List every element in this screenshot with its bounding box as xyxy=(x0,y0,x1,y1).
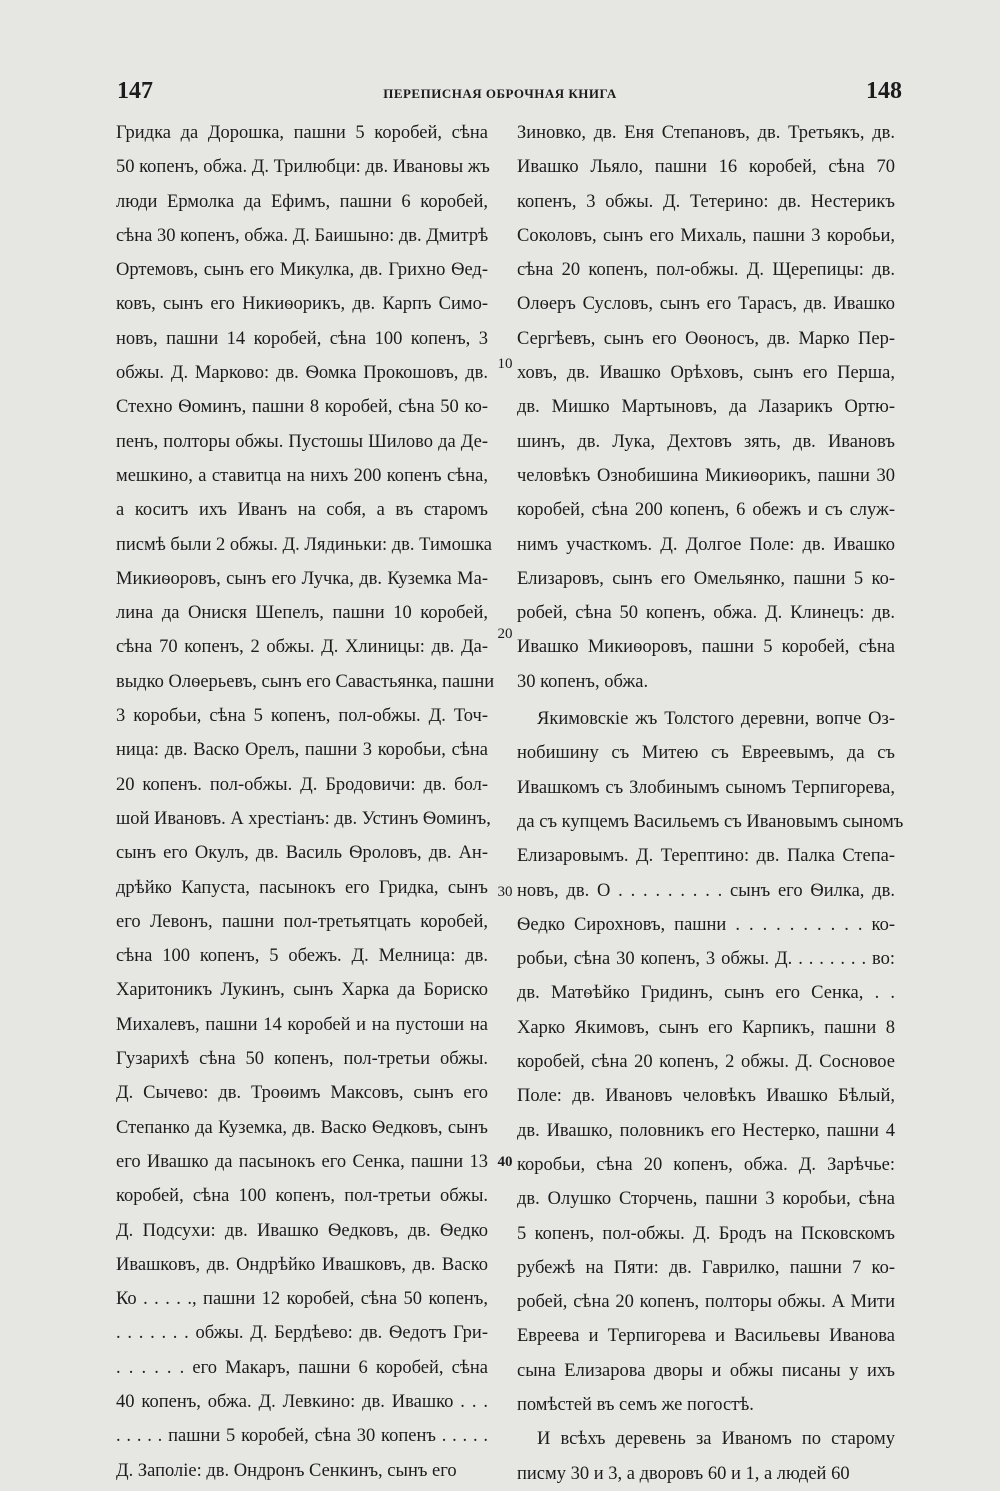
text-line: Ѳедко Сирохновъ, пашни . . . . . . . . . . ко- xyxy=(517,914,895,935)
text-line: 20 копенъ. пол-обжы. Д. Бродовичи: дв. бол- xyxy=(116,774,488,795)
text-line: новъ, дв. О . . . . . . . . . сынъ его Ѳилка, дв. xyxy=(517,880,895,901)
text-line: Стехно Ѳоминъ, пашни 8 коробей, сѣна 50 ко- xyxy=(116,397,488,418)
text-line: И всѣхъ деревень за Иваномъ по старому xyxy=(537,1429,895,1450)
text-line: 50 копенъ, обжа. Д. Трилюбци: дв. Ивановы жъ xyxy=(116,157,490,178)
text-line: нимъ участкомъ. Д. Долгое Поле: дв. Ивашко xyxy=(517,534,895,555)
text-line: коробьи, сѣна 20 копенъ, обжа. Д. Зарѣчье: xyxy=(517,1154,895,1175)
text-line: . . . . . пашни 5 коробей, сѣна 30 копенъ . . . . . xyxy=(116,1426,488,1447)
text-line: . . . . . . его Макаръ, пашни 6 коробей, сѣна xyxy=(116,1357,488,1378)
text-line: Ивашко Льяло, пашни 16 коробей, сѣна 70 xyxy=(517,157,895,178)
text-line: лина да Онискя Шепелъ, пашни 10 коробей, xyxy=(116,603,488,624)
text-line: мешкино, а ставитца на нихъ 200 копенъ сѣна, xyxy=(116,465,488,486)
text-line: дв. Матѳѣйко Гридинъ, сынъ его Сенка, . . xyxy=(517,983,895,1004)
text-line: его Левонъ, пашни пол-третьятцать коробей, xyxy=(116,911,488,932)
text-line: сѣна 30 копенъ, обжа. Д. Баишыно: дв. Дмитрѣ xyxy=(116,225,489,246)
text-line: Микиѳоровъ, сынъ его Лучка, дв. Куземка Ма- xyxy=(116,568,488,589)
text-line: новъ, пашни 14 коробей, сѣна 100 копенъ, 3 xyxy=(116,328,488,349)
text-line: его Ивашко да пасынокъ его Сенка, пашни 13 xyxy=(116,1151,488,1172)
text-line: шинъ, дв. Лука, Дехтовъ зять, дв. Ивановъ xyxy=(517,431,895,452)
text-line: ковъ, сынъ его Никиѳорикъ, дв. Карпъ Симо- xyxy=(116,294,488,315)
text-line: сынъ его Окулъ, дв. Василь Ѳроловъ, дв. Ан- xyxy=(116,843,488,864)
text-line: Елизаровымъ. Д. Терептино: дв. Палка Степа- xyxy=(517,846,895,867)
text-line: сѣна 20 копенъ, пол-обжы. Д. Щерепицы: дв. xyxy=(517,260,895,281)
text-line: сына Елизарова дворы и обжы писаны у ихъ xyxy=(517,1360,895,1381)
text-line: люди Ермолка да Ефимъ, пашни 6 коробей, xyxy=(116,191,488,212)
text-line: коробей, сѣна 100 копенъ, пол-третьи обжы. xyxy=(116,1186,488,1207)
text-line: Ивашко Микиѳоровъ, пашни 5 коробей, сѣна xyxy=(517,637,895,658)
text-line: Зиновко, дв. Еня Степановъ, дв. Третьякъ, дв. xyxy=(517,123,895,143)
line-marker-40: 40 xyxy=(497,1154,513,1170)
text-line: . . . . . . . обжы. Д. Бердѣево: дв. Ѳедотъ Гри- xyxy=(116,1323,488,1344)
text-line: нобишину съ Митею съ Евреевымъ, да съ xyxy=(517,743,895,764)
text-line: дв. Ивашко, половникъ его Нестерко, пашни 4 xyxy=(517,1120,895,1141)
text-line: Ортемовъ, сынъ его Микулка, дв. Грихно Ѳед- xyxy=(116,260,488,281)
left-column xyxy=(116,116,495,1488)
text-line: Михалевъ, пашни 14 коробей и на пустоши на xyxy=(116,1014,488,1035)
right-column xyxy=(517,116,904,1491)
text-line: писмѣ были 2 обжы. Д. Лядиньки: дв. Тимошка xyxy=(116,534,493,555)
text-line: дв. Мишко Мартыновъ, да Лазарикъ Ортю- xyxy=(517,397,895,418)
text-line: 30 копенъ, обжа. xyxy=(517,671,649,692)
text-line: Гузарихѣ сѣна 50 копенъ, пол-третьи обжы. xyxy=(116,1049,488,1070)
text-line: робьи, сѣна 30 копенъ, 3 обжы. Д. . . . . . . . во: xyxy=(517,949,895,970)
text-line: Евреева и Терпигорева и Васильевы Иванова xyxy=(517,1326,895,1347)
text-line: 3 коробьи, сѣна 5 копенъ, пол-обжы. Д. Точ- xyxy=(116,706,488,727)
text-line: ница: дв. Васко Орелъ, пашни 3 коробьи, сѣна xyxy=(116,740,488,761)
text-line: сѣна 70 копенъ, 2 обжы. Д. Хлиницы: дв. Да- xyxy=(116,637,488,658)
text-line: Гридка да Дорошка, пашни 5 коробей, сѣна xyxy=(116,123,488,143)
text-line: Сергѣевъ, сынъ его Оѳоносъ, дв. Марко Пер- xyxy=(517,328,895,349)
text-line: сѣна 100 копенъ, 5 обежъ. Д. Мелница: дв. xyxy=(116,946,488,967)
text-line: да съ купцемъ Васильемъ съ Ивановымъ сыномъ xyxy=(517,811,904,832)
text-line: писму 30 и 3, а дворовъ 60 и 1, а людей 60 xyxy=(517,1463,850,1484)
line-marker-20: 20 xyxy=(497,626,513,642)
text-line: копенъ, 3 обжы. Д. Тетерино: дв. Нестерикъ xyxy=(517,191,895,212)
line-marker-10: 10 xyxy=(497,356,513,372)
text-line: Якимовскіе жъ Толстого деревни, вопче Оз- xyxy=(537,709,895,730)
text-line: человѣкъ Ознобишина Микиѳорикъ, пашни 30 xyxy=(517,465,895,486)
text-line: рубежѣ на Пяти: дв. Гаврилко, пашни 7 ко- xyxy=(517,1257,895,1278)
page-number-right: 148 xyxy=(866,78,902,104)
text-line: Олѳеръ Сусловъ, сынъ его Тарасъ, дв. Ивашко xyxy=(517,294,895,315)
text-line: 5 копенъ, пол-обжы. Д. Бродъ на Псковскомъ xyxy=(517,1223,895,1244)
text-line: Елизаровъ, сынъ его Омельянко, пашни 5 ко- xyxy=(517,568,895,589)
text-line: Харитоникъ Лукинъ, сынъ Харка да Бориско xyxy=(116,980,488,1001)
text-line: Ивашковъ, дв. Ондрѣйко Ивашковъ, дв. Васко xyxy=(116,1254,488,1275)
text-line: дрѣйко Капуста, пасынокъ его Гридка, сынъ xyxy=(116,877,488,898)
text-line: а коситъ ихъ Иванъ на собя, а въ старомъ xyxy=(116,500,488,521)
text-line: выдко Олѳерьевъ, сынъ его Савастьянка, пашни xyxy=(116,671,495,692)
line-marker-30: 30 xyxy=(497,884,513,900)
text-line: коробей, сѣна 20 копенъ, 2 обжы. Д. Сосновое xyxy=(517,1052,895,1073)
running-title: ПЕРЕПИСНАЯ ОБРОЧНАЯ КНИГА xyxy=(383,86,617,101)
text-line: шой Ивановъ. А хрестіанъ: дв. Устинъ Ѳоминъ, xyxy=(116,808,491,829)
text-line: помѣстей въ семъ же погостѣ. xyxy=(517,1394,754,1415)
text-line: Ко . . . . ., пашни 12 коробей, сѣна 50 копенъ, xyxy=(116,1289,488,1310)
text-line: Поле: дв. Ивановъ человѣкъ Ивашко Бѣлый, xyxy=(517,1086,895,1107)
text-line: 40 копенъ, обжа. Д. Левкино: дв. Ивашко . . . xyxy=(116,1391,488,1412)
text-line: Степанко да Куземка, дв. Васко Ѳедковъ, сынъ xyxy=(116,1117,488,1138)
text-line: коробей, сѣна 200 копенъ, 6 обежъ и съ служ- xyxy=(517,500,895,521)
page-number-left: 147 xyxy=(117,78,153,104)
text-line: дв. Олушко Сторчень, пашни 3 коробьи, сѣна xyxy=(517,1189,895,1210)
text-line: робей, сѣна 20 копенъ, полторы обжы. А Мити xyxy=(517,1292,895,1313)
text-line: ховъ, дв. Ивашко Орѣховъ, сынъ его Перша, xyxy=(517,363,895,384)
text-line: обжы. Д. Марково: дв. Ѳомка Прокошовъ, дв. xyxy=(116,363,488,384)
text-line: Д. Заполіе: дв. Ондронъ Сенкинъ, сынъ его xyxy=(116,1460,457,1481)
text-line: Д. Сычево: дв. Троѳимъ Максовъ, сынъ его xyxy=(116,1083,488,1104)
text-line: Соколовъ, сынъ его Михаль, пашни 3 коробьи, xyxy=(517,225,895,246)
text-line: Ивашкомъ съ Злобинымъ сыномъ Терпигорева, xyxy=(517,777,895,798)
text-line: Харко Якимовъ, сынъ его Карпикъ, пашни 8 xyxy=(517,1017,895,1038)
text-line: пенъ, полторы обжы. Пустошы Шилово да Де- xyxy=(116,431,488,452)
text-line: робей, сѣна 50 копенъ, обжа. Д. Клинецъ: дв. xyxy=(517,603,895,624)
text-line: Д. Подсухи: дв. Ивашко Ѳедковъ, дв. Ѳедко xyxy=(116,1220,488,1241)
